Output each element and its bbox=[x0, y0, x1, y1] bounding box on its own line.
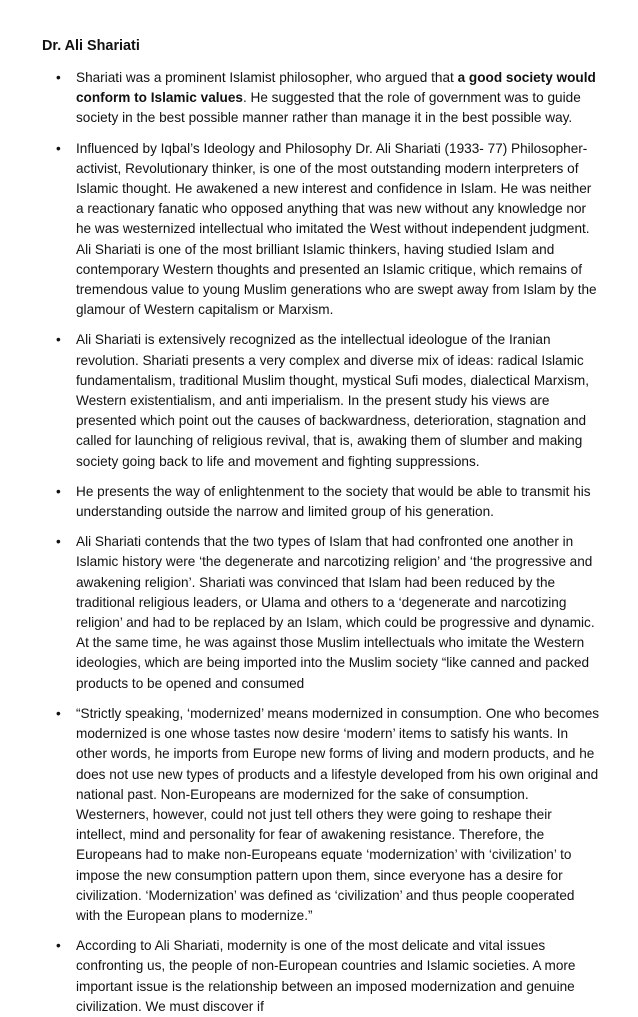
bullet-icon: • bbox=[56, 140, 61, 156]
bullet-icon: • bbox=[56, 534, 61, 550]
paragraph-text: Ali Shariati is extensively recognized as the intellectual ideologue of the Iranian revolution. Shariati presents a very complex and diverse mix of ideas: radical Islamic fundamentalism, traditional Muslim thought, mystical Sufi modes, dialectical Marxism, Western existentialism, and anti imperialism. In the present study his views are presented which point out the causes of backwardness, deterioration, stagnation and called for launching of religious revival, that is, awaking them of slumber and making society going back to life and movement and fighting suppressions. bbox=[76, 332, 589, 469]
paragraph-text: According to Ali Shariati, modernity is one of the most delicate and vital issues confronting us, the people of non-European countries and Islamic societies. A more important issue is the relationship between an imposed modernization and genuine civilization. We must discover if bbox=[76, 938, 576, 1014]
list-item bbox=[42, 68, 602, 129]
document-heading: Dr. Ali Shariati bbox=[42, 38, 140, 54]
paragraph-text: “Strictly speaking, ‘modernized’ means modernized in consumption. One who becomes modernized is one whose tastes now desire ‘modern’ items to satisfy his wants. In other words, he imports from Europe new forms of living and modern products, and he does not use new types of products and a lifestyle developed from his own original and national past. Non-Europeans are modernized for the sake of consumption. Westerners, however, could not just tell others they were going to reshape their intellect, mind and personality for fear of awakening resistance. Therefore, the Europeans had to make non-Europeans equate ‘modernization’ with ‘civilization’ to impose the new consumption pattern upon them, since everyone has a desire for civilization. ‘Modernization’ was defined as ‘civilization’ and thus people cooperated with the European plans to modernize.” bbox=[76, 705, 600, 923]
list-item bbox=[42, 532, 602, 694]
paragraph-text: . He suggested that the role of government was to guide society in the best possible manner rather than manage it in the best possible way. bbox=[76, 90, 581, 126]
bullet-list bbox=[42, 68, 602, 1017]
list-item bbox=[42, 482, 602, 522]
paragraph-text: Influenced by Iqbal’s Ideology and Philosophy Dr. Ali Shariati (1933- 77) Philosopher-activist, Revolutionary thinker, is one of the most outstanding modern interpreters of Islamic thought. He awakened a new interest and confidence in Islam. He was neither a reactionary fanatic who opposed anything that was new without any knowledge nor he was westernized intellectual who imitated the West without independent judgment. Ali Shariati is one of the most brilliant Islamic thinkers, having studied Islam and contemporary Western thoughts and presented an Islamic critique, which remains of tremendous value to young Muslim generations who are swept away from Islam by the glamour of Western capitalism or Marxism. bbox=[76, 140, 597, 318]
bullet-icon: • bbox=[56, 70, 61, 85]
paragraph-text: He presents the way of enlightenment to the society that would be able to transmit his understanding outside the narrow and limited group of his generation. bbox=[76, 483, 591, 520]
emphasis-text: a good society would conform to Islamic values bbox=[76, 70, 596, 106]
list-item bbox=[42, 704, 602, 926]
bullet-icon: • bbox=[56, 705, 61, 721]
list-item bbox=[42, 330, 602, 471]
paragraph-text: Ali Shariati contends that the two types of Islam that had confronted one another in Islamic history were ‘the degenerate and narcotizing religion’ and ‘the progressive and awakening religion’. Shariati was convinced that Islam had been reduced by the traditional religious leaders, or Ulama and others to a ‘degenerate and narcotizing religion’ and had to be replaced by an Islam, which could be progressive and dynamic. At the same time, he was against those Muslim intellectuals who imitate the Western ideologies, which are being imported into the Muslim society “like canned and packed products to be opened and consumed bbox=[76, 534, 595, 691]
list-item bbox=[42, 936, 602, 1017]
bullet-icon: • bbox=[56, 938, 61, 954]
paragraph-text: Shariati was a prominent Islamist philosopher, who argued that bbox=[76, 70, 458, 85]
bullet-icon: • bbox=[56, 332, 61, 348]
bullet-icon: • bbox=[56, 483, 61, 499]
list-item bbox=[42, 139, 602, 321]
